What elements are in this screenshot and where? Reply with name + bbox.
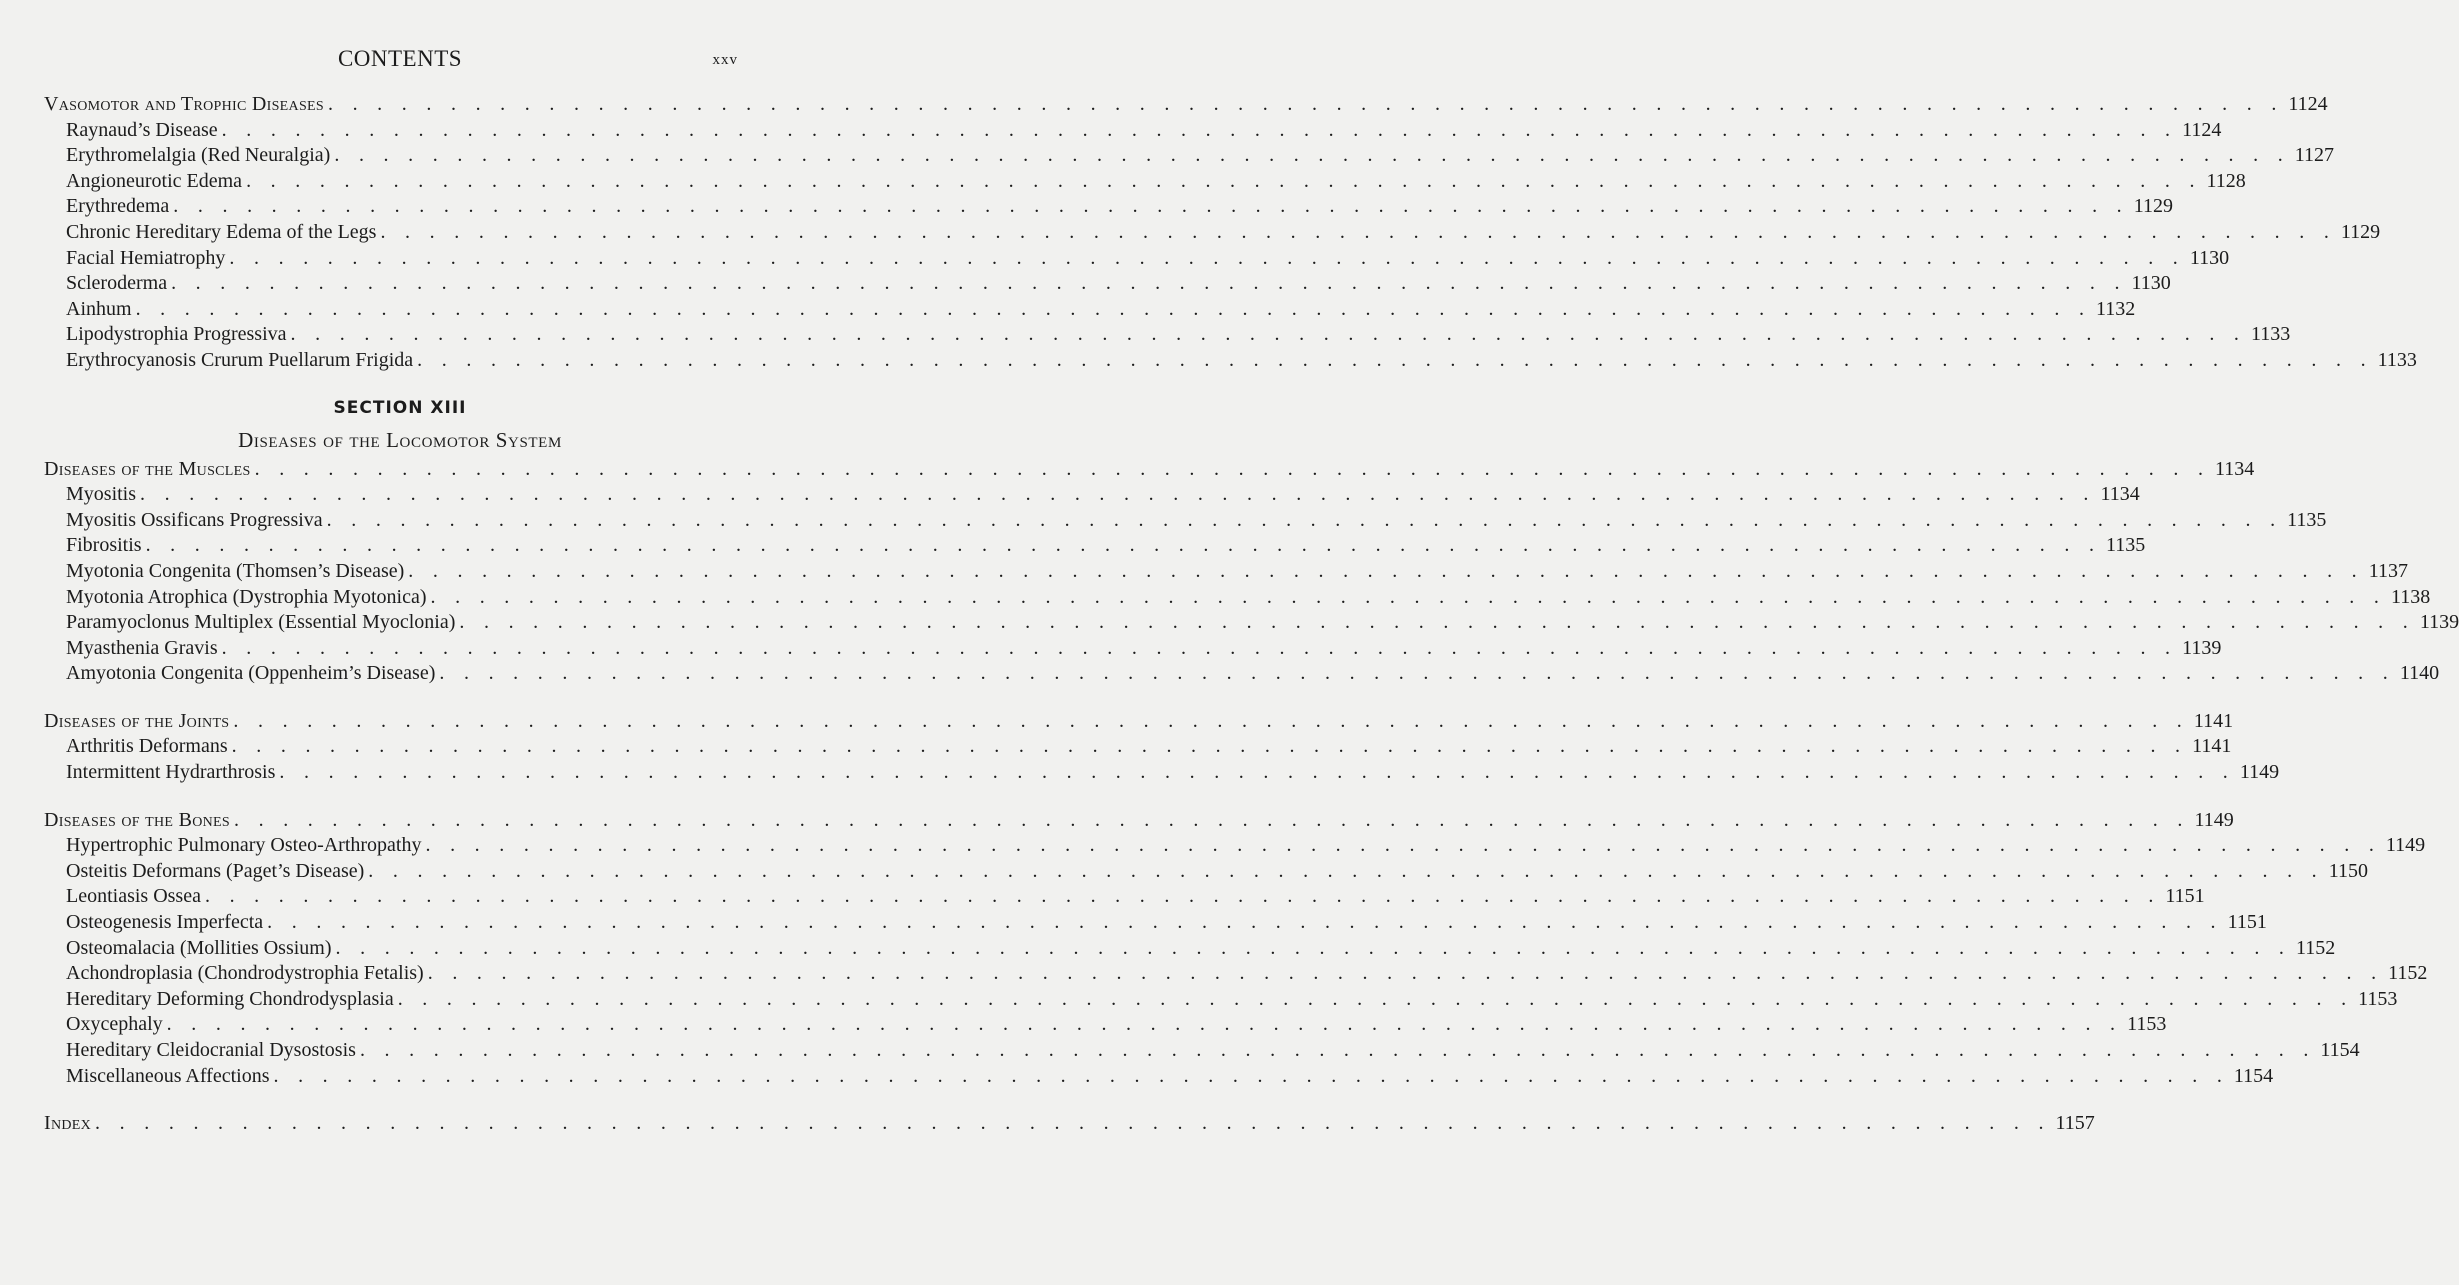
dot-leader: . . . . . . . . . . . . . . . . . . . . . . . . . . . . . . . . . . . . . . . . . . . . . . . . . . . . . . . . . . . . . . . . . . . . . . . . . . . . . . . . [140,483,2096,506]
dot-leader: . . . . . . . . . . . . . . . . . . . . . . . . . . . . . . . . . . . . . . . . . . . . . . . . . . . . . . . . . . . . . . . . . . . . . . . . . . . . . . . . [204,885,2161,908]
toc-entry-title: Osteitis Deformans (Paget’s Disease) [66,859,368,885]
toc-entry-page: 1151 [2165,885,2205,908]
toc-entry-page: 1154 [2233,1064,2274,1087]
dot-leader: . . . . . . . . . . . . . . . . . . . . . . . . . . . . . . . . . . . . . . . . . . . . . . . . . . . . . . . . . . . . . . . . . . . . . . . . . . . . . . . . [171,272,2127,295]
toc-entry-page: 1133 [2377,348,2417,371]
toc-entry-page: 1151 [2227,911,2267,934]
toc-entry-page: 1137 [2368,559,2408,582]
toc-group [44,808,2428,1090]
toc-entry-title: Paramyoclonus Multiplex (Essential Myoclonia) [66,610,459,636]
toc-group-heading-title: Vasomotor and Trophic Diseases [44,92,328,118]
dot-leader: . . . . . . . . . . . . . . . . . . . . . . . . . . . . . . . . . . . . . . . . . . . . . . . . . . . . . . . . . . . . . . . . . . . . . . . . . . . . . . . . [290,323,2247,346]
toc-entry[interactable] [44,961,2428,987]
toc-entry-title: Amyotonia Congenita (Oppenheim’s Disease) [66,661,439,687]
dot-leader: . . . . . . . . . . . . . . . . . . . . . . . . . . . . . . . . . . . . . . . . . . . . . . . . . . . . . . . . . . . . . . . . . . . . . . . . . . . . . . . . [368,859,2324,882]
toc-entry-page: 1153 [2127,1013,2167,1036]
dot-leader: . . . . . . . . . . . . . . . . . . . . . . . . . . . . . . . . . . . . . . . . . . . . . . . . . . . . . . . . . . . . . . . . . . . . . . . . . . . . . . . . [417,348,2373,371]
dot-leader: . . . . . . . . . . . . . . . . . . . . . . . . . . . . . . . . . . . . . . . . . . . . . . . . . . . . . . . . . . . . . . . . . . . . . . . . . . . . . . . . [173,195,2129,218]
toc-entry-title: Raynaud’s Disease [66,118,222,144]
dot-leader: . . . . . . . . . . . . . . . . . . . . . . . . . . . . . . . . . . . . . . . . . . . . . . . . . . . . . . . . . . . . . . . . . . . . . . . . . . . . . . . . [221,636,2178,659]
toc-entry-title: Ainhum [66,297,136,323]
dot-leader: . . . . . . . . . . . . . . . . . . . . . . . . . . . . . . . . . . . . . . . . . . . . . . . . . . . . . . . . . . . . . . . . . . . . . . . . . . . . . . . . [380,220,2337,243]
toc-entry[interactable] [44,533,2146,559]
toc-entry-page: 1135 [2287,508,2327,531]
dot-leader: . . . . . . . . . . . . . . . . . . . . . . . . . . . . . . . . . . . . . . . . . . . . . . . . . . . . . . . . . . . . . . . . . . . . . . . . . . . . . . . . [334,144,2291,167]
toc-entry-page: 1153 [2358,987,2398,1010]
toc-entry[interactable] [44,910,2267,936]
dot-leader: . . . . . . . . . . . . . . . . . . . . . . . . . . . . . . . . . . . . . . . . . . . . . . . . . . . . . . . . . . . . . . . . . . . . . . . . . . . . . . . . [427,962,2384,985]
toc-entry-title: Hereditary Cleidocranial Dysostosis [66,1038,360,1064]
toc-entry[interactable] [44,482,2140,508]
toc-entry[interactable] [44,322,2291,348]
toc-group [44,709,2280,786]
dot-leader: . . . . . . . . . . . . . . . . . . . . . . . . . . . . . . . . . . . . . . . . . . . . . . . . . . . . . . . . . . . . . . . . . . . . . . . . . . . . . . . . [234,808,2190,831]
dot-leader: . . . . . . . . . . . . . . . . . . . . . . . . . . . . . . . . . . . . . . . . . . . . . . . . . . . . . . . . . . . . . . . . . . . . . . . . . . . . . . . . [439,662,2396,685]
toc-entry-page: 1130 [2131,272,2171,295]
toc-entry-title: Angioneurotic Edema [66,169,246,195]
toc-entry-title: Erythredema [66,194,173,220]
toc-entry-title: Myositis Ossificans Progressiva [66,508,327,534]
toc-entry[interactable] [44,661,2440,687]
toc-entry[interactable] [44,884,2205,910]
page-header [0,46,800,76]
toc-entry[interactable] [44,987,2398,1013]
dot-leader: . . . . . . . . . . . . . . . . . . . . . . . . . . . . . . . . . . . . . . . . . . . . . . . . . . . . . . . . . . . . . . . . . . . . . . . . . . . . . . . . [425,834,2382,857]
toc-group-heading[interactable] [44,709,2234,735]
toc-entry-page: 1132 [2096,297,2136,320]
toc-entry-page: 1134 [2100,483,2140,506]
toc-entry[interactable] [44,833,2426,859]
toc-entry-page: 1140 [2399,662,2440,685]
toc-entry-title: Leontiasis Ossea [66,884,205,910]
toc-entry[interactable] [44,1064,2274,1090]
toc-index-title: Index [44,1111,95,1137]
toc-entry-title: Osteogenesis Imperfecta [66,910,267,936]
toc-entry-title: Myotonia Atrophica (Dystrophia Myotonica) [66,585,431,611]
toc-entry[interactable] [44,169,2246,195]
dot-leader: . . . . . . . . . . . . . . . . . . . . . . . . . . . . . . . . . . . . . . . . . . . . . . . . . . . . . . . . . . . . . . . . . . . . . . . . . . . . . . . . [233,709,2190,732]
toc-index-page: 1157 [2055,1112,2095,1135]
dot-leader: . . . . . . . . . . . . . . . . . . . . . . . . . . . . . . . . . . . . . . . . . . . . . . . . . . . . . . . . . . . . . . . . . . . . . . . . . . . . . . . . [273,1064,2230,1087]
toc-entry[interactable] [44,271,2171,297]
toc-entry[interactable] [44,859,2368,885]
toc-group-heading[interactable] [44,808,2234,834]
toc-entry-title: Intermittent Hydrarthrosis [66,760,279,786]
toc-entry-title: Myasthenia Gravis [66,636,222,662]
toc-entry-page: 1141 [2192,735,2232,758]
toc-entry-title: Hypertrophic Pulmonary Osteo-Arthropathy [66,833,425,859]
dot-leader: . . . . . . . . . . . . . . . . . . . . . . . . . . . . . . . . . . . . . . . . . . . . . . . . . . . . . . . . . . . . . . . . . . . . . . . . . . . . . . . . [327,93,2284,115]
toc-entry-page: 1139 [2419,611,2459,634]
dot-leader: . . . . . . . . . . . . . . . . . . . . . . . . . . . . . . . . . . . . . . . . . . . . . . . . . . . . . . . . . . . . . . . . . . . . . . . . . . . . . . . . [246,169,2202,192]
toc-entry-title: Hereditary Deforming Chondrodysplasia [66,987,398,1013]
table-of-contents [44,92,2459,1137]
toc-entry[interactable] [44,1038,2360,1064]
toc-entry-page: 1138 [2390,585,2431,608]
dot-leader: . . . . . . . . . . . . . . . . . . . . . . . . . . . . . . . . . . . . . . . . . . . . . . . . . . . . . . . . . . . . . . . . . . . . . . . . . . . . . . . . [335,936,2292,959]
toc-entry-page: 1150 [2328,859,2368,882]
dot-leader: . . . . . . . . . . . . . . . . . . . . . . . . . . . . . . . . . . . . . . . . . . . . . . . . . . . . . . . . . . . . . . . . . . . . . . . . . . . . . . . . [221,118,2178,141]
toc-entry-page: 1154 [2320,1039,2360,1061]
toc-entry[interactable] [44,246,2230,272]
dot-leader: . . . . . . . . . . . . . . . . . . . . . . . . . . . . . . . . . . . . . . . . . . . . . . . . . . . . . . . . . . . . . . . . . . . . . . . . . . . . . . . . [326,508,2283,531]
toc-entry-title: Chronic Hereditary Edema of the Legs [66,220,380,246]
toc-entry-title: Fibrositis [66,533,146,559]
toc-group [44,457,2459,687]
toc-entry[interactable] [44,118,2222,144]
toc-entry[interactable] [44,636,2222,662]
toc-entry-page: 1133 [2250,323,2291,346]
dot-leader: . . . . . . . . . . . . . . . . . . . . . . . . . . . . . . . . . . . . . . . . . . . . . . . . . . . . . . . . . . . . . . . . . . . . . . . . . . . . . . . . [408,559,2364,582]
toc-entry[interactable] [44,936,2336,962]
toc-entry-title: Facial Hemiatrophy [66,246,229,272]
toc-group-heading-page: 1141 [2193,709,2234,732]
dot-leader: . . . . . . . . . . . . . . . . . . . . . . . . . . . . . . . . . . . . . . . . . . . . . . . . . . . . . . . . . . . . . . . . . . . . . . . . . . . . . . . . [135,297,2092,320]
toc-entry[interactable] [44,508,2327,534]
toc-entry[interactable] [44,143,2335,169]
dot-leader: . . . . . . . . . . . . . . . . . . . . . . . . . . . . . . . . . . . . . . . . . . . . . . . . . . . . . . . . . . . . . . . . . . . . . . . . . . . . . . . . [459,611,2416,634]
toc-group-heading-page: 1134 [2215,457,2255,480]
toc-entry[interactable] [44,297,2136,323]
dot-leader: . . . . . . . . . . . . . . . . . . . . . . . . . . . . . . . . . . . . . . . . . . . . . . . . . . . . . . . . . . . . . . . . . . . . . . . . . . . . . . . . [397,987,2354,1010]
toc-entry[interactable] [44,348,2417,374]
toc-group [44,92,2417,374]
toc-entry[interactable] [44,610,2459,636]
toc-group-heading[interactable] [44,457,2255,483]
toc-group-heading-page: 1124 [2288,93,2328,115]
toc-entry-page: 1152 [2295,936,2336,959]
toc-entry-page: 1149 [2385,834,2426,857]
dot-leader: . . . . . . . . . . . . . . . . . . . . . . . . . . . . . . . . . . . . . . . . . . . . . . . . . . . . . . . . . . . . . . . . . . . . . . . . . . . . . . . . [430,585,2387,608]
toc-entry[interactable] [44,194,2173,220]
page-title: CONTENTS [337,46,463,71]
toc-entry-title: Miscellaneous Affections [66,1064,273,1090]
toc-entry-title: Osteomalacia (Mollities Ossium) [66,936,336,962]
toc-entry-title: Scleroderma [66,271,171,297]
toc-entry[interactable] [44,220,2381,246]
toc-entry-page: 1129 [2133,195,2173,218]
toc-group-heading-title: Diseases of the Bones [44,808,234,834]
dot-leader: . . . . . . . . . . . . . . . . . . . . . . . . . . . . . . . . . . . . . . . . . . . . . . . . . . . . . . . . . . . . . . . . . . . . . . . . . . . . . . . . [166,1013,2123,1036]
toc-index[interactable] [44,1111,2095,1137]
toc-group-heading-page: 1149 [2194,808,2234,831]
dot-leader: . . . . . . . . . . . . . . . . . . . . . . . . . . . . . . . . . . . . . . . . . . . . . . . . . . . . . . . . . . . . . . . . . . . . . . . . . . . . . . . . [359,1039,2316,1061]
toc-entry-page: 1152 [2388,962,2428,985]
toc-entry-page: 1135 [2106,534,2146,557]
page-number: xxv [712,52,738,68]
toc-group-heading-title: Diseases of the Joints [44,709,233,735]
toc-entry[interactable] [44,1012,2167,1038]
toc-entry-title: Arthritis Deformans [66,734,232,760]
toc-entry-page: 1130 [2189,246,2230,269]
toc-group-heading-title: Diseases of the Muscles [44,457,255,483]
dot-leader: . . . . . . . . . . . . . . . . . . . . . . . . . . . . . . . . . . . . . . . . . . . . . . . . . . . . . . . . . . . . . . . . . . . . . . . . . . . . . . . . [145,534,2102,557]
dot-leader: . . . . . . . . . . . . . . . . . . . . . . . . . . . . . . . . . . . . . . . . . . . . . . . . . . . . . . . . . . . . . . . . . . . . . . . . . . . . . . . . [254,457,2211,480]
toc-entry[interactable] [44,734,2232,760]
dot-leader: . . . . . . . . . . . . . . . . . . . . . . . . . . . . . . . . . . . . . . . . . . . . . . . . . . . . . . . . . . . . . . . . . . . . . . . . . . . . . . . . [279,761,2236,784]
toc-entry[interactable] [44,760,2280,786]
toc-entry-title: Erythromelalgia (Red Neuralgia) [66,143,334,169]
toc-entry-page: 1139 [2182,636,2222,659]
dot-leader: . . . . . . . . . . . . . . . . . . . . . . . . . . . . . . . . . . . . . . . . . . . . . . . . . . . . . . . . . . . . . . . . . . . . . . . . . . . . . . . . [95,1112,2051,1135]
toc-entry-title: Oxycephaly [66,1012,167,1038]
toc-entry-page: 1128 [2206,169,2246,192]
toc-entry-title: Erythrocyanosis Crurum Puellarum Frigida [66,348,417,374]
toc-entry-title: Myotonia Congenita (Thomsen’s Disease) [66,559,408,585]
toc-entry-page: 1127 [2294,144,2335,167]
toc-entry-title: Myositis [66,482,140,508]
dot-leader: . . . . . . . . . . . . . . . . . . . . . . . . . . . . . . . . . . . . . . . . . . . . . . . . . . . . . . . . . . . . . . . . . . . . . . . . . . . . . . . . [231,735,2188,758]
dot-leader: . . . . . . . . . . . . . . . . . . . . . . . . . . . . . . . . . . . . . . . . . . . . . . . . . . . . . . . . . . . . . . . . . . . . . . . . . . . . . . . . [267,911,2223,934]
section-label: SECTION XIII [333,397,467,418]
toc-entry[interactable] [44,585,2431,611]
toc-entry-page: 1149 [2239,761,2280,784]
dot-leader: . . . . . . . . . . . . . . . . . . . . . . . . . . . . . . . . . . . . . . . . . . . . . . . . . . . . . . . . . . . . . . . . . . . . . . . . . . . . . . . . [229,246,2186,269]
toc-entry-title: Achondroplasia (Chondrodystrophia Fetalis) [66,961,428,987]
toc-entry-page: 1129 [2340,220,2381,243]
toc-entry-title: Lipodystrophia Progressiva [66,322,291,348]
section-title: Diseases of the Locomotor System [238,427,562,452]
toc-entry-page: 1124 [2182,118,2222,141]
toc-entry[interactable] [44,559,2408,585]
toc-group-heading[interactable] [44,92,2328,118]
